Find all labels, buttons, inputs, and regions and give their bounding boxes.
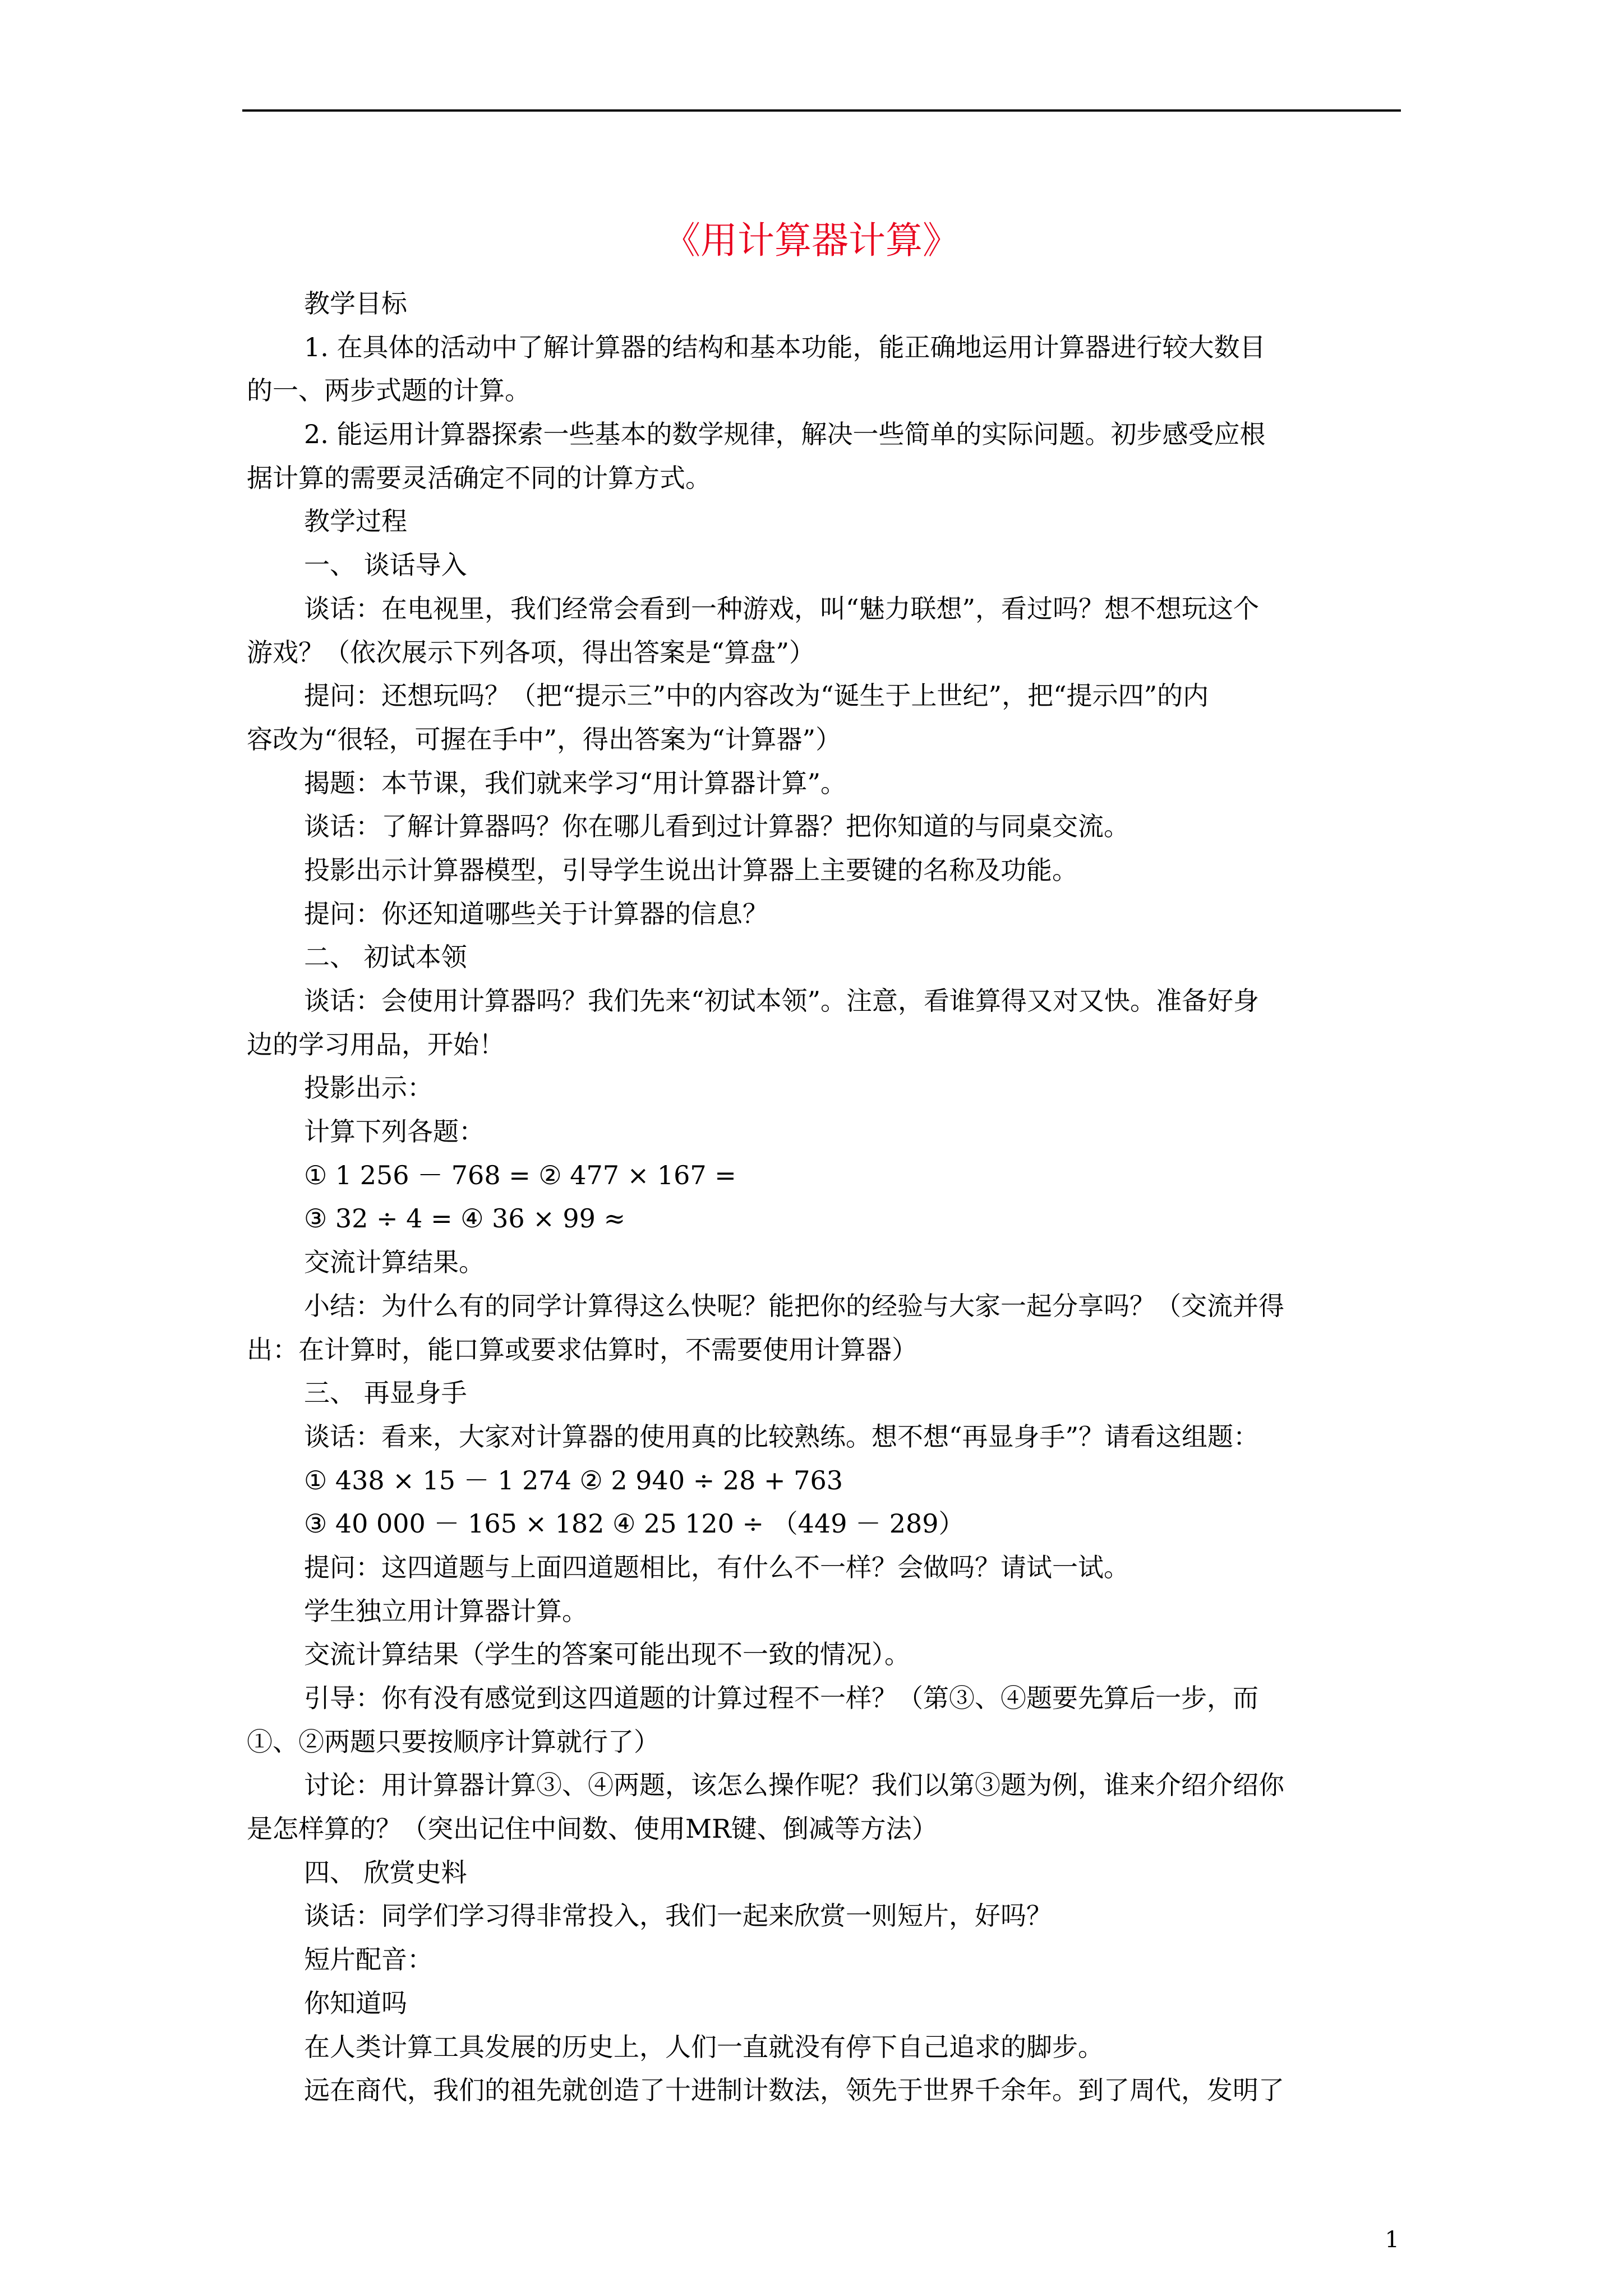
text-line: 提问：你还知道哪些关于计算器的信息？ xyxy=(304,898,768,929)
text-line: 提问：还想玩吗？（把“提示三”中的内容改为“诞生于上世纪”，把“提示四”的内 xyxy=(304,680,1209,711)
text-line: 小结：为什么有的同学计算得这么快呢？能把你的经验与大家一起分享吗？（交流并得 xyxy=(304,1290,1284,1321)
text-line: ③ 32 ÷ 4 = ④ 36 × 99 ≈ xyxy=(304,1203,626,1234)
text-line: 短片配音： xyxy=(304,1944,433,1975)
text-line: 是怎样算的？（突出记住中间数、使用MR键、倒减等方法） xyxy=(247,1814,938,1844)
text-line: ①、②两题只要按顺序计算就行了） xyxy=(247,1726,660,1757)
text-line: 容改为“很轻，可握在手中”，得出答案为“计算器”） xyxy=(247,724,842,754)
text-line: 教学过程 xyxy=(304,506,407,537)
text-line: 游戏？（依次展示下列各项，得出答案是“算盘”） xyxy=(247,637,815,668)
text-line: 投影出示计算器模型，引导学生说出计算器上主要键的名称及功能。 xyxy=(304,854,1078,885)
text-line: ① 1 256 － 768 = ② 477 × 167 = xyxy=(304,1159,736,1190)
text-line: 投影出示： xyxy=(304,1073,433,1103)
text-line: 交流计算结果。 xyxy=(304,1247,485,1278)
text-line: 1. 在具体的活动中了解计算器的结构和基本功能，能正确地运用计算器进行较大数目 xyxy=(304,332,1266,362)
text-line: 2. 能运用计算器探索一些基本的数学规律，解决一些简单的实际问题。初步感受应根 xyxy=(304,419,1266,450)
text-line: 谈话：在电视里，我们经常会看到一种游戏，叫“魅力联想”，看过吗？想不想玩这个 xyxy=(304,593,1260,624)
text-line: 四、 欣赏史料 xyxy=(304,1857,467,1888)
text-line: 一、 谈话导入 xyxy=(304,550,467,581)
text-line: 教学目标 xyxy=(304,288,407,319)
text-line: 学生独立用计算器计算。 xyxy=(304,1595,588,1626)
header-rule xyxy=(242,109,1401,112)
text-line: 三、 再显身手 xyxy=(304,1378,467,1409)
text-line: 在人类计算工具发展的历史上，人们一直就没有停下自己追求的脚步。 xyxy=(304,2031,1104,2062)
text-line: 的一、两步式题的计算。 xyxy=(247,375,531,406)
text-line: 远在商代，我们的祖先就创造了十进制计数法，领先于世界千余年。到了周代，发明了 xyxy=(304,2075,1284,2106)
text-line: 边的学习用品，开始！ xyxy=(247,1029,505,1060)
text-line: 交流计算结果（学生的答案可能出现不一致的情况）。 xyxy=(304,1639,910,1670)
text-line: 据计算的需要灵活确定不同的计算方式。 xyxy=(247,462,711,493)
page-number: 1 xyxy=(1385,2227,1399,2253)
text-line: 谈话：了解计算器吗？你在哪儿看到过计算器？把你知道的与同桌交流。 xyxy=(304,811,1129,842)
text-line: 提问：这四道题与上面四道题相比，有什么不一样？会做吗？请试一试。 xyxy=(304,1552,1129,1582)
text-line: 计算下列各题： xyxy=(304,1116,485,1147)
text-line: 揭题：本节课，我们就来学习“用计算器计算”。 xyxy=(304,767,847,798)
text-line: 二、 初试本领 xyxy=(304,942,467,973)
text-line: 引导：你有没有感觉到这四道题的计算过程不一样？（第③、④题要先算后一步，而 xyxy=(304,1683,1258,1713)
text-line: ① 438 × 15 － 1 274 ② 2 940 ÷ 28 + 763 xyxy=(304,1465,843,1496)
text-line: 谈话：会使用计算器吗？我们先来“初试本领”。注意，看谁算得又对又快。准备好身 xyxy=(304,986,1260,1016)
text-line: 谈话：看来，大家对计算器的使用真的比较熟练。想不想“再显身手”？请看这组题： xyxy=(304,1421,1260,1452)
document-title: 《用计算器计算》 xyxy=(663,219,960,262)
text-line: ③ 40 000 － 165 × 182 ④ 25 120 ÷ （449 － 289） xyxy=(304,1508,965,1539)
document-body xyxy=(247,282,1396,2113)
text-line: 出：在计算时，能口算或要求估算时，不需要使用计算器） xyxy=(247,1334,917,1365)
text-line: 讨论：用计算器计算③、④两题，该怎么操作呢？我们以第③题为例，谁来介绍介绍你 xyxy=(304,1770,1284,1801)
text-line: 谈话：同学们学习得非常投入，我们一起来欣赏一则短片，好吗？ xyxy=(304,1901,1052,1931)
text-line: 你知道吗 xyxy=(304,1987,407,2018)
